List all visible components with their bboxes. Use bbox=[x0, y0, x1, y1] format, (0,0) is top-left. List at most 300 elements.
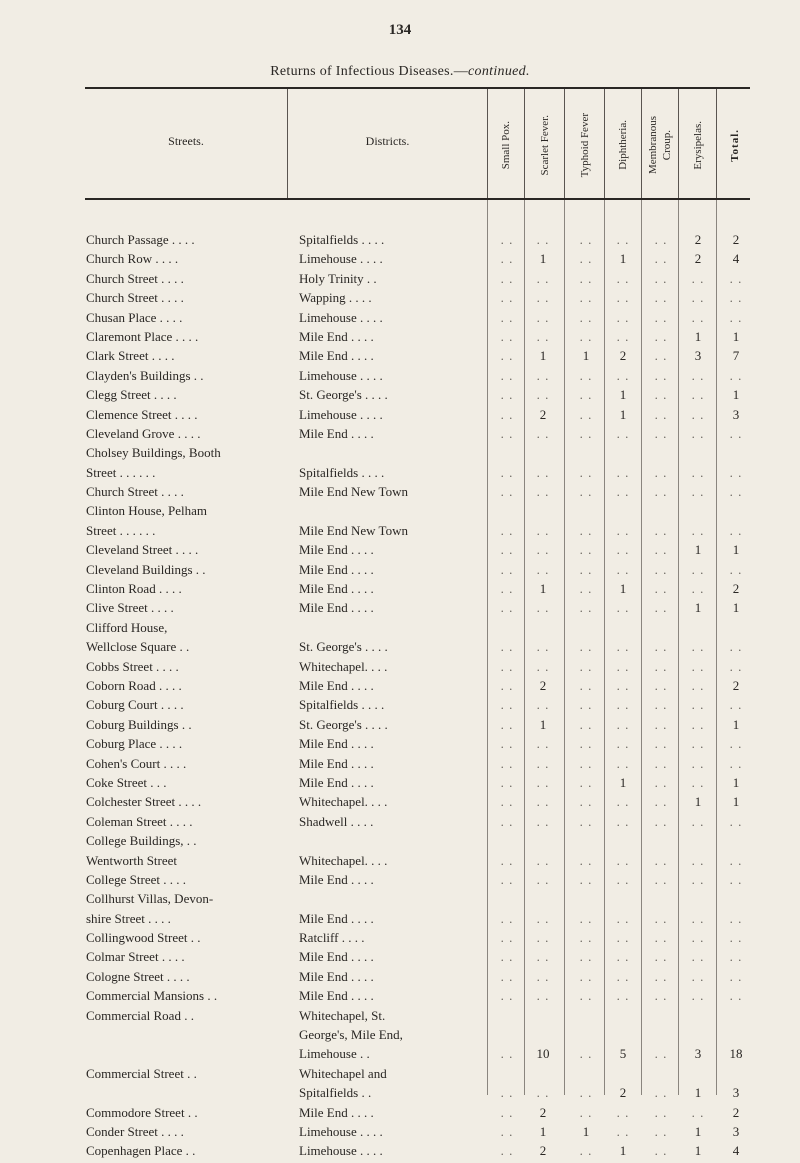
district-cell: St. George's . . . . bbox=[299, 387, 388, 403]
header-small-pox bbox=[488, 96, 524, 194]
membranous-croup-cell: . . bbox=[654, 988, 668, 1004]
scarlet-fever-cell: 1 bbox=[539, 716, 547, 732]
small-pox-cell: . . bbox=[500, 677, 514, 693]
membranous-croup-cell: . . bbox=[654, 813, 668, 829]
total-cell: 2 bbox=[732, 581, 740, 597]
erysipelas-cell: 1 bbox=[694, 794, 702, 810]
scarlet-fever-cell: . . bbox=[536, 755, 550, 771]
total-cell: . . bbox=[729, 813, 743, 829]
street-cell: Cholsey Buildings, Booth bbox=[86, 445, 221, 461]
typhoid-fever-cell: . . bbox=[579, 716, 593, 732]
street-cell: Church Passage . . . . bbox=[86, 232, 195, 247]
total-cell: . . bbox=[729, 639, 743, 655]
diphtheria-cell: . . bbox=[616, 232, 630, 247]
total-cell: . . bbox=[729, 852, 743, 868]
erysipelas-cell: 1 bbox=[694, 542, 702, 558]
street-cell: Coborn Road . . . . bbox=[86, 677, 182, 693]
district-cell: St. George's . . . . bbox=[299, 639, 388, 655]
total-cell: 1 bbox=[732, 774, 740, 790]
table-row bbox=[0, 773, 800, 792]
typhoid-fever-cell: . . bbox=[579, 600, 593, 616]
erysipelas-cell: 2 bbox=[694, 232, 702, 247]
diphtheria-cell: . . bbox=[616, 988, 630, 1004]
diphtheria-cell: 5 bbox=[619, 1046, 627, 1062]
street-cell: Commercial Mansions . . bbox=[86, 988, 218, 1004]
diphtheria-cell: 1 bbox=[619, 406, 627, 422]
small-pox-cell: . . bbox=[500, 1143, 514, 1159]
membranous-croup-cell: . . bbox=[654, 949, 668, 965]
erysipelas-cell: 1 bbox=[694, 1143, 702, 1159]
small-pox-cell: . . bbox=[500, 290, 514, 306]
membranous-croup-cell: . . bbox=[654, 348, 668, 364]
header-total-label: Total. bbox=[729, 128, 741, 162]
membranous-croup-cell: . . bbox=[654, 1085, 668, 1101]
table-row bbox=[0, 521, 800, 540]
membranous-croup-cell: . . bbox=[654, 871, 668, 887]
street-cell: Collingwood Street . . bbox=[86, 930, 201, 946]
table-row bbox=[0, 676, 800, 695]
membranous-croup-cell: . . bbox=[654, 251, 668, 267]
membranous-croup-cell: . . bbox=[654, 425, 668, 441]
district-cell: Mile End . . . . bbox=[299, 677, 374, 693]
typhoid-fever-cell: . . bbox=[579, 232, 593, 247]
district-cell: Whitechapel, St. bbox=[299, 1007, 386, 1023]
erysipelas-cell: . . bbox=[691, 852, 705, 868]
small-pox-cell: . . bbox=[500, 1046, 514, 1062]
scarlet-fever-cell: . . bbox=[536, 464, 550, 480]
table-row bbox=[0, 579, 800, 598]
small-pox-cell: . . bbox=[500, 852, 514, 868]
membranous-croup-cell: . . bbox=[654, 387, 668, 403]
membranous-croup-cell: . . bbox=[654, 232, 668, 247]
typhoid-fever-cell: . . bbox=[579, 367, 593, 383]
membranous-croup-cell: . . bbox=[654, 581, 668, 597]
scarlet-fever-cell: . . bbox=[536, 736, 550, 752]
street-cell: Cleveland Street . . . . bbox=[86, 542, 199, 558]
typhoid-fever-cell: . . bbox=[579, 794, 593, 810]
table-row bbox=[0, 1064, 800, 1083]
diphtheria-cell: . . bbox=[616, 794, 630, 810]
street-cell: College Buildings, . . bbox=[86, 833, 197, 849]
street-cell: Clegg Street . . . . bbox=[86, 387, 177, 403]
district-cell: Mile End . . . . bbox=[299, 988, 374, 1004]
street-cell: Church Street . . . . bbox=[86, 484, 184, 500]
header-streets: Streets. bbox=[168, 134, 204, 148]
total-cell: 1 bbox=[732, 328, 740, 344]
scarlet-fever-cell: . . bbox=[536, 425, 550, 441]
district-cell: Whitechapel and bbox=[299, 1065, 387, 1081]
header-scarlet-fever bbox=[525, 96, 564, 194]
table-row bbox=[0, 1141, 800, 1160]
scarlet-fever-cell: . . bbox=[536, 930, 550, 946]
scarlet-fever-cell: 2 bbox=[539, 1143, 547, 1159]
table-row bbox=[0, 501, 800, 520]
total-cell: . . bbox=[729, 736, 743, 752]
membranous-croup-cell: . . bbox=[654, 561, 668, 577]
street-cell: Street . . . . . . bbox=[86, 464, 156, 480]
small-pox-cell: . . bbox=[500, 658, 514, 674]
erysipelas-cell: . . bbox=[691, 755, 705, 771]
table-row bbox=[0, 792, 800, 811]
diphtheria-cell: . . bbox=[616, 658, 630, 674]
page-title bbox=[0, 64, 800, 80]
header-small-pox-label: Small Pox. bbox=[500, 120, 512, 170]
total-cell: . . bbox=[729, 968, 743, 984]
membranous-croup-cell: . . bbox=[654, 309, 668, 325]
header-erysipelas-label: Erysipelas. bbox=[691, 120, 704, 170]
title-main: Returns of Infectious Diseases.— bbox=[270, 64, 469, 79]
diphtheria-cell: . . bbox=[616, 930, 630, 946]
membranous-croup-cell: . . bbox=[654, 600, 668, 616]
typhoid-fever-cell: . . bbox=[579, 328, 593, 344]
header-bottom-rule bbox=[85, 198, 750, 200]
total-cell: . . bbox=[729, 658, 743, 674]
typhoid-fever-cell: . . bbox=[579, 561, 593, 577]
erysipelas-cell: . . bbox=[691, 406, 705, 422]
diphtheria-cell: . . bbox=[616, 736, 630, 752]
table-row bbox=[0, 405, 800, 424]
typhoid-fever-cell: . . bbox=[579, 813, 593, 829]
district-cell: Limehouse . . . . bbox=[299, 1123, 383, 1139]
typhoid-fever-cell: . . bbox=[579, 930, 593, 946]
erysipelas-cell: . . bbox=[691, 910, 705, 926]
table-row bbox=[0, 754, 800, 773]
typhoid-fever-cell: . . bbox=[579, 949, 593, 965]
total-cell: 1 bbox=[732, 600, 740, 616]
total-cell: 4 bbox=[732, 251, 740, 267]
membranous-croup-cell: . . bbox=[654, 910, 668, 926]
erysipelas-cell: . . bbox=[691, 774, 705, 790]
street-cell: Commercial Road . . bbox=[86, 1007, 194, 1023]
membranous-croup-cell: . . bbox=[654, 968, 668, 984]
scarlet-fever-cell: 1 bbox=[539, 251, 547, 267]
total-cell: 7 bbox=[732, 348, 740, 364]
typhoid-fever-cell: . . bbox=[579, 871, 593, 887]
district-cell: Holy Trinity . . bbox=[299, 270, 377, 286]
district-cell: Mile End . . . . bbox=[299, 871, 374, 887]
table-row bbox=[0, 967, 800, 986]
street-cell: Conder Street . . . . bbox=[86, 1123, 184, 1139]
district-cell: Mile End . . . . bbox=[299, 542, 374, 558]
membranous-croup-cell: . . bbox=[654, 1104, 668, 1120]
district-cell: Limehouse . . . . bbox=[299, 251, 383, 267]
typhoid-fever-cell: . . bbox=[579, 290, 593, 306]
table-row bbox=[0, 928, 800, 947]
typhoid-fever-cell: . . bbox=[579, 425, 593, 441]
street-cell: Clemence Street . . . . bbox=[86, 406, 198, 422]
street-cell: Commercial Street . . bbox=[86, 1065, 197, 1081]
scarlet-fever-cell: . . bbox=[536, 270, 550, 286]
table-row bbox=[0, 715, 800, 734]
membranous-croup-cell: . . bbox=[654, 542, 668, 558]
street-cell: shire Street . . . . bbox=[86, 910, 171, 926]
table-row bbox=[0, 385, 800, 404]
diphtheria-cell: . . bbox=[616, 1104, 630, 1120]
erysipelas-cell: . . bbox=[691, 1104, 705, 1120]
table-row bbox=[0, 986, 800, 1005]
table-row bbox=[0, 443, 800, 462]
diphtheria-cell: 1 bbox=[619, 387, 627, 403]
small-pox-cell: . . bbox=[500, 387, 514, 403]
diphtheria-cell: . . bbox=[616, 852, 630, 868]
total-cell: 3 bbox=[732, 406, 740, 422]
typhoid-fever-cell: . . bbox=[579, 406, 593, 422]
total-cell: . . bbox=[729, 871, 743, 887]
total-cell: 4 bbox=[732, 1143, 740, 1159]
scarlet-fever-cell: . . bbox=[536, 367, 550, 383]
membranous-croup-cell: . . bbox=[654, 367, 668, 383]
membranous-croup-cell: . . bbox=[654, 270, 668, 286]
erysipelas-cell: 3 bbox=[694, 1046, 702, 1062]
table-row bbox=[0, 851, 800, 870]
typhoid-fever-cell: . . bbox=[579, 658, 593, 674]
small-pox-cell: . . bbox=[500, 251, 514, 267]
table-row bbox=[0, 947, 800, 966]
diphtheria-cell: . . bbox=[616, 871, 630, 887]
small-pox-cell: . . bbox=[500, 736, 514, 752]
typhoid-fever-cell: . . bbox=[579, 1104, 593, 1120]
district-cell: Wapping . . . . bbox=[299, 290, 372, 306]
total-cell: . . bbox=[729, 930, 743, 946]
street-cell: Coke Street . . . bbox=[86, 774, 167, 790]
membranous-croup-cell: . . bbox=[654, 328, 668, 344]
erysipelas-cell: . . bbox=[691, 367, 705, 383]
street-cell: Street . . . . . . bbox=[86, 522, 156, 538]
table-row bbox=[0, 1044, 800, 1063]
typhoid-fever-cell: . . bbox=[579, 968, 593, 984]
small-pox-cell: . . bbox=[500, 813, 514, 829]
typhoid-fever-cell: . . bbox=[579, 522, 593, 538]
street-cell: Cobbs Street . . . . bbox=[86, 658, 179, 674]
street-cell: Church Street . . . . bbox=[86, 290, 184, 306]
scarlet-fever-cell: . . bbox=[536, 1085, 550, 1101]
typhoid-fever-cell: . . bbox=[579, 1046, 593, 1062]
membranous-croup-cell: . . bbox=[654, 658, 668, 674]
district-cell: Mile End . . . . bbox=[299, 968, 374, 984]
membranous-croup-cell: . . bbox=[654, 290, 668, 306]
scarlet-fever-cell: 10 bbox=[536, 1046, 550, 1062]
erysipelas-cell: . . bbox=[691, 949, 705, 965]
street-cell: Coleman Street . . . . bbox=[86, 813, 193, 829]
erysipelas-cell: . . bbox=[691, 639, 705, 655]
diphtheria-cell: . . bbox=[616, 522, 630, 538]
erysipelas-cell: 1 bbox=[694, 1123, 702, 1139]
total-cell: 2 bbox=[732, 232, 740, 247]
small-pox-cell: . . bbox=[500, 988, 514, 1004]
scarlet-fever-cell: . . bbox=[536, 484, 550, 500]
typhoid-fever-cell: . . bbox=[579, 774, 593, 790]
membranous-croup-cell: . . bbox=[654, 1123, 668, 1139]
table-row bbox=[0, 366, 800, 385]
district-cell: Limehouse . . bbox=[299, 1046, 370, 1062]
street-cell: Coburg Court . . . . bbox=[86, 697, 184, 713]
table-row bbox=[0, 560, 800, 579]
erysipelas-cell: . . bbox=[691, 871, 705, 887]
typhoid-fever-cell: . . bbox=[579, 251, 593, 267]
page-number: 134 bbox=[388, 22, 412, 38]
membranous-croup-cell: . . bbox=[654, 716, 668, 732]
total-cell: . . bbox=[729, 697, 743, 713]
district-cell: Whitechapel. . . . bbox=[299, 852, 388, 868]
district-cell: Mile End . . . . bbox=[299, 910, 374, 926]
street-cell: Wentworth Street bbox=[86, 852, 178, 868]
street-cell: Claremont Place . . . . bbox=[86, 328, 199, 344]
scarlet-fever-cell: 1 bbox=[539, 1123, 547, 1139]
diphtheria-cell: . . bbox=[616, 716, 630, 732]
diphtheria-cell: 1 bbox=[619, 581, 627, 597]
small-pox-cell: . . bbox=[500, 348, 514, 364]
typhoid-fever-cell: . . bbox=[579, 852, 593, 868]
scarlet-fever-cell: 1 bbox=[539, 581, 547, 597]
erysipelas-cell: 1 bbox=[694, 328, 702, 344]
small-pox-cell: . . bbox=[500, 561, 514, 577]
header-membranous-label: Membranous bbox=[647, 115, 659, 175]
district-cell: Spitalfields . . . . bbox=[299, 464, 385, 480]
membranous-croup-cell: . . bbox=[654, 522, 668, 538]
header-membranous-croup bbox=[642, 96, 678, 194]
table-body bbox=[0, 230, 800, 1161]
district-cell: Limehouse . . . . bbox=[299, 367, 383, 383]
small-pox-cell: . . bbox=[500, 871, 514, 887]
street-cell: Coburg Place . . . . bbox=[86, 736, 183, 752]
district-cell: Mile End . . . . bbox=[299, 755, 374, 771]
erysipelas-cell: . . bbox=[691, 290, 705, 306]
erysipelas-cell: . . bbox=[691, 387, 705, 403]
street-cell: Cologne Street . . . . bbox=[86, 968, 190, 984]
diphtheria-cell: . . bbox=[616, 561, 630, 577]
total-cell: . . bbox=[729, 949, 743, 965]
table-row bbox=[0, 889, 800, 908]
street-cell: Clayden's Buildings . . bbox=[86, 367, 204, 383]
total-cell: . . bbox=[729, 910, 743, 926]
total-cell: . . bbox=[729, 561, 743, 577]
header-total bbox=[717, 96, 753, 194]
district-cell: Mile End . . . . bbox=[299, 736, 374, 752]
small-pox-cell: . . bbox=[500, 232, 514, 247]
header-erysipelas bbox=[679, 96, 716, 194]
scarlet-fever-cell: . . bbox=[536, 639, 550, 655]
scarlet-fever-cell: . . bbox=[536, 600, 550, 616]
total-cell: 1 bbox=[732, 542, 740, 558]
table-row bbox=[0, 1103, 800, 1122]
table-row bbox=[0, 1122, 800, 1141]
scarlet-fever-cell: . . bbox=[536, 290, 550, 306]
membranous-croup-cell: . . bbox=[654, 677, 668, 693]
erysipelas-cell: . . bbox=[691, 658, 705, 674]
table-row bbox=[0, 463, 800, 482]
table-row bbox=[0, 1025, 800, 1044]
table-row bbox=[0, 482, 800, 501]
scarlet-fever-cell: . . bbox=[536, 561, 550, 577]
diphtheria-cell: . . bbox=[616, 328, 630, 344]
scarlet-fever-cell: . . bbox=[536, 774, 550, 790]
total-cell: 1 bbox=[732, 716, 740, 732]
district-cell: Mile End . . . . bbox=[299, 348, 374, 364]
typhoid-fever-cell: . . bbox=[579, 988, 593, 1004]
diphtheria-cell: 2 bbox=[619, 348, 627, 364]
header-districts: Districts. bbox=[365, 134, 410, 148]
street-cell: Colchester Street . . . . bbox=[86, 794, 202, 810]
scarlet-fever-cell: . . bbox=[536, 658, 550, 674]
table-row bbox=[0, 695, 800, 714]
table-row bbox=[0, 269, 800, 288]
table-row bbox=[0, 1006, 800, 1025]
small-pox-cell: . . bbox=[500, 522, 514, 538]
street-cell: Collhurst Villas, Devon- bbox=[86, 891, 214, 907]
header-typhoid-fever bbox=[565, 96, 604, 194]
erysipelas-cell: . . bbox=[691, 484, 705, 500]
erysipelas-cell: . . bbox=[691, 270, 705, 286]
total-cell: . . bbox=[729, 290, 743, 306]
erysipelas-cell: 2 bbox=[694, 251, 702, 267]
district-cell: Mile End . . . . bbox=[299, 774, 374, 790]
table-row bbox=[0, 288, 800, 307]
scarlet-fever-cell: . . bbox=[536, 910, 550, 926]
table-row bbox=[0, 812, 800, 831]
diphtheria-cell: . . bbox=[616, 755, 630, 771]
typhoid-fever-cell: 1 bbox=[582, 1123, 590, 1139]
street-cell: Copenhagen Place . . bbox=[86, 1143, 196, 1159]
street-cell: Church Street . . . . bbox=[86, 270, 184, 286]
erysipelas-cell: . . bbox=[691, 561, 705, 577]
header-top-rule bbox=[85, 87, 750, 89]
small-pox-cell: . . bbox=[500, 406, 514, 422]
small-pox-cell: . . bbox=[500, 581, 514, 597]
diphtheria-cell: . . bbox=[616, 270, 630, 286]
diphtheria-cell: . . bbox=[616, 464, 630, 480]
membranous-croup-cell: . . bbox=[654, 736, 668, 752]
street-cell: Church Row . . . . bbox=[86, 251, 179, 267]
typhoid-fever-cell: . . bbox=[579, 697, 593, 713]
small-pox-cell: . . bbox=[500, 910, 514, 926]
small-pox-cell: . . bbox=[500, 600, 514, 616]
membranous-croup-cell: . . bbox=[654, 406, 668, 422]
diphtheria-cell: . . bbox=[616, 600, 630, 616]
erysipelas-cell: 1 bbox=[694, 1085, 702, 1101]
total-cell: 1 bbox=[732, 794, 740, 810]
street-cell: College Street . . . . bbox=[86, 871, 187, 887]
district-cell: Mile End . . . . bbox=[299, 561, 374, 577]
small-pox-cell: . . bbox=[500, 1085, 514, 1101]
diphtheria-cell: . . bbox=[616, 677, 630, 693]
typhoid-fever-cell: . . bbox=[579, 484, 593, 500]
membranous-croup-cell: . . bbox=[654, 484, 668, 500]
total-cell: . . bbox=[729, 309, 743, 325]
district-cell: Whitechapel. . . . bbox=[299, 794, 388, 810]
district-cell: Mile End New Town bbox=[299, 484, 408, 500]
district-cell: Mile End . . . . bbox=[299, 425, 374, 441]
district-cell: Limehouse . . . . bbox=[299, 1143, 383, 1159]
table-row bbox=[0, 598, 800, 617]
district-cell: Spitalfields . . bbox=[299, 1085, 372, 1101]
small-pox-cell: . . bbox=[500, 309, 514, 325]
typhoid-fever-cell: . . bbox=[579, 309, 593, 325]
small-pox-cell: . . bbox=[500, 1104, 514, 1120]
erysipelas-cell: . . bbox=[691, 677, 705, 693]
total-cell: 18 bbox=[729, 1046, 743, 1062]
typhoid-fever-cell: . . bbox=[579, 677, 593, 693]
total-cell: . . bbox=[729, 464, 743, 480]
street-cell: Chusan Place . . . . bbox=[86, 309, 183, 325]
small-pox-cell: . . bbox=[500, 328, 514, 344]
diphtheria-cell: . . bbox=[616, 910, 630, 926]
scarlet-fever-cell: . . bbox=[536, 794, 550, 810]
street-cell: Clark Street . . . . bbox=[86, 348, 175, 364]
scarlet-fever-cell: 1 bbox=[539, 348, 547, 364]
typhoid-fever-cell: . . bbox=[579, 464, 593, 480]
district-cell: Mile End . . . . bbox=[299, 328, 374, 344]
erysipelas-cell: . . bbox=[691, 522, 705, 538]
